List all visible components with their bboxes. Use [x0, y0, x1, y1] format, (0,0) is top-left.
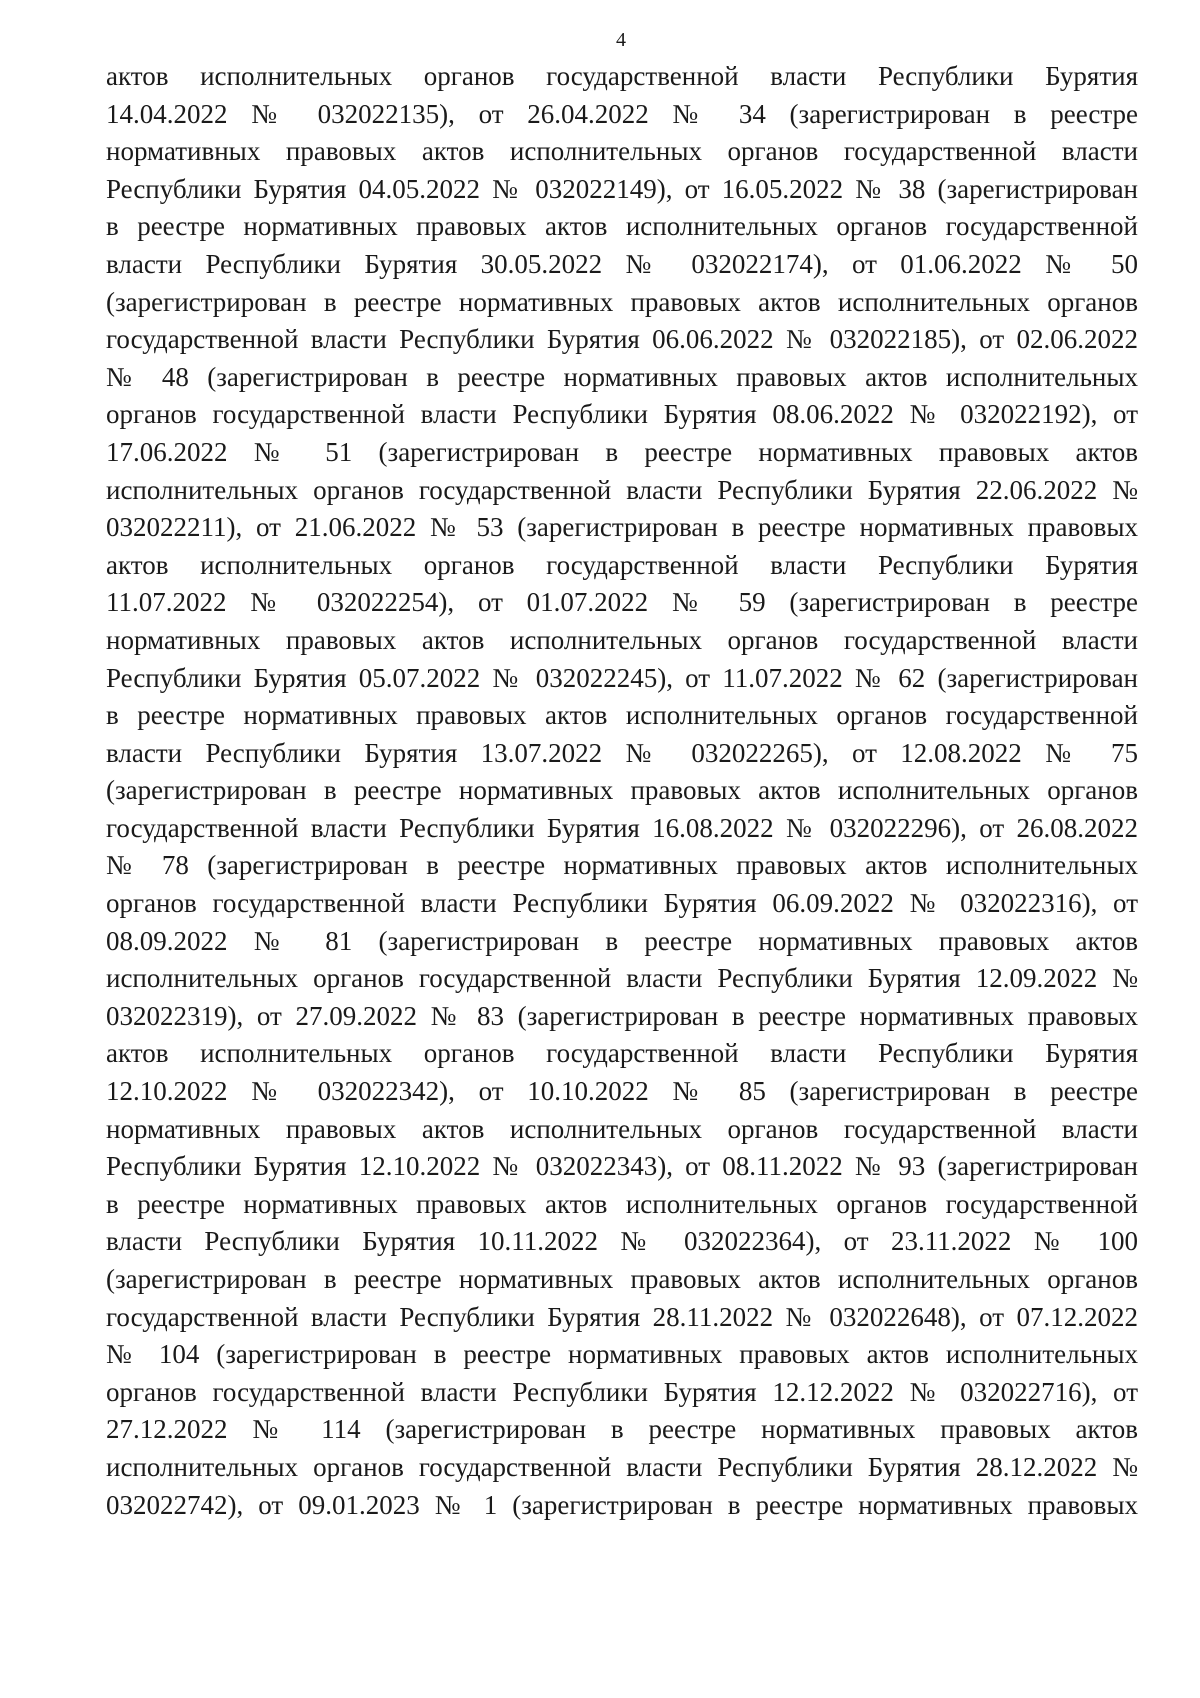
body-text-line: органов государственной власти Республики Бурятия 06.09.2022 № 032022316), от	[106, 888, 1138, 919]
body-text-line: исполнительных органов государственной власти Республики Бурятия 12.09.2022 №	[106, 963, 1138, 994]
body-text-line: (зарегистрирован в реестре нормативных правовых актов исполнительных органов	[106, 775, 1138, 806]
body-text-line: 08.09.2022 № 81 (зарегистрирован в реестре нормативных правовых актов	[106, 925, 1138, 956]
body-text-line: актов исполнительных органов государственной власти Республики Бурятия	[106, 549, 1138, 580]
body-text-line: нормативных правовых актов исполнительных органов государственной власти	[106, 624, 1138, 655]
body-text-line: актов исполнительных органов государственной власти Республики Бурятия	[106, 1038, 1138, 1069]
body-text-line: 032022211), от 21.06.2022 № 53 (зарегистрирован в реестре нормативных правовых	[106, 512, 1138, 543]
body-text-line: (зарегистрирован в реестре нормативных правовых актов исполнительных органов	[106, 1264, 1138, 1294]
body-text-line: № 104 (зарегистрирован в реестре нормативных правовых актов исполнительных	[106, 1339, 1138, 1370]
body-text-line: органов государственной власти Республики Бурятия 12.12.2022 № 032022716), от	[106, 1376, 1138, 1407]
body-text-line: исполнительных органов государственной власти Республики Бурятия 22.06.2022 №	[106, 474, 1138, 505]
body-text-line: в реестре нормативных правовых актов исполнительных органов государственной	[106, 1188, 1138, 1219]
document-body-text	[106, 58, 1138, 1524]
body-text-line: № 48 (зарегистрирован в реестре нормативных правовых актов исполнительных	[106, 361, 1138, 392]
body-text-line: власти Республики Бурятия 10.11.2022 № 032022364), от 23.11.2022 № 100	[106, 1226, 1138, 1257]
body-text-line: Республики Бурятия 12.10.2022 № 032022343), от 08.11.2022 № 93 (зарегистрирован	[106, 1151, 1138, 1182]
body-text-line: нормативных правовых актов исполнительных органов государственной власти	[106, 136, 1138, 167]
body-text-line: власти Республики Бурятия 30.05.2022 № 032022174), от 01.06.2022 № 50	[106, 248, 1138, 279]
body-text-line: Республики Бурятия 04.05.2022 № 032022149), от 16.05.2022 № 38 (зарегистрирован	[106, 173, 1138, 204]
body-text-line: власти Республики Бурятия 13.07.2022 № 032022265), от 12.08.2022 № 75	[106, 737, 1138, 768]
body-text-line: 11.07.2022 № 032022254), от 01.07.2022 № 59 (зарегистрирован в реестре	[106, 587, 1138, 618]
body-text-line: 14.04.2022 № 032022135), от 26.04.2022 № 34 (зарегистрирован в реестре	[106, 98, 1138, 129]
body-text-line: 12.10.2022 № 032022342), от 10.10.2022 № 85 (зарегистрирован в реестре	[106, 1076, 1138, 1107]
body-text-line: № 78 (зарегистрирован в реестре нормативных правовых актов исполнительных	[106, 850, 1138, 881]
body-text-line: актов исполнительных органов государственной власти Республики Бурятия	[106, 61, 1138, 91]
body-text-line: нормативных правовых актов исполнительных органов государственной власти	[106, 1113, 1138, 1144]
body-text-line: 032022319), от 27.09.2022 № 83 (зарегистрирован в реестре нормативных правовых	[106, 1000, 1138, 1031]
body-text-line: государственной власти Республики Бурятия 16.08.2022 № 032022296), от 26.08.2022	[106, 812, 1138, 843]
body-text-line: в реестре нормативных правовых актов исполнительных органов государственной	[106, 211, 1138, 242]
body-text-line: 17.06.2022 № 51 (зарегистрирован в реестре нормативных правовых актов	[106, 436, 1138, 467]
body-text-line: 032022742), от 09.01.2023 № 1 (зарегистрирован в реестре нормативных правовых	[106, 1489, 1138, 1520]
body-text-line: Республики Бурятия 05.07.2022 № 032022245), от 11.07.2022 № 62 (зарегистрирован	[106, 662, 1138, 693]
body-text-line: 27.12.2022 № 114 (зарегистрирован в реестре нормативных правовых актов	[106, 1414, 1138, 1445]
body-text-line: государственной власти Республики Бурятия 06.06.2022 № 032022185), от 02.06.2022	[106, 324, 1138, 355]
body-text-line: (зарегистрирован в реестре нормативных правовых актов исполнительных органов	[106, 286, 1138, 317]
body-text-line: органов государственной власти Республики Бурятия 08.06.2022 № 032022192), от	[106, 399, 1138, 430]
body-text-line: государственной власти Республики Бурятия 28.11.2022 № 032022648), от 07.12.2022	[106, 1301, 1138, 1332]
body-text-line: в реестре нормативных правовых актов исполнительных органов государственной	[106, 700, 1138, 731]
body-text-line: исполнительных органов государственной власти Республики Бурятия 28.12.2022 №	[106, 1451, 1138, 1482]
page-number: 4	[616, 29, 626, 51]
